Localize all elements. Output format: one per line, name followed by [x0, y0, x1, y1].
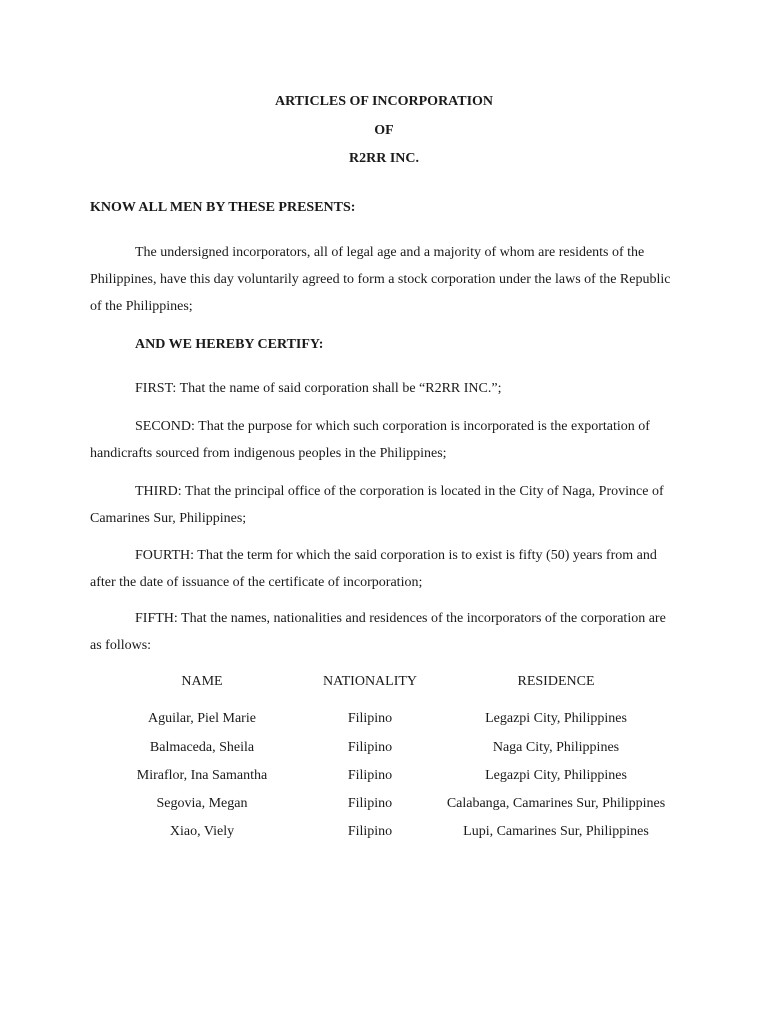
article-fifth-text: FIFTH: That the names, nationalities and residences of the incorporators of the corporation are as follows:	[90, 611, 666, 653]
table-row-4-name: Segovia, Megan	[156, 796, 248, 811]
article-third-text: THIRD: That the principal office of the corporation is located in the City of Naga, Province of Camarines Sur, Philippines;	[90, 484, 664, 526]
table-row-2-nationality: Filipino	[347, 740, 393, 755]
table-row-1-name: Aguilar, Piel Marie	[148, 711, 256, 726]
table-header-name: NAME	[181, 674, 223, 689]
article-fifth	[90, 605, 680, 659]
table-row-3-name: Miraflor, Ina Samantha	[136, 768, 268, 783]
table-row-4-nationality: Filipino	[347, 796, 393, 811]
table-row-4-residence: Calabanga, Camarines Sur, Philippines	[446, 796, 666, 811]
article-fourth	[90, 542, 680, 596]
table-row-1-nationality: Filipino	[347, 711, 393, 726]
article-first	[90, 375, 680, 402]
table-header-residence: RESIDENCE	[517, 674, 595, 689]
document-title-line-3: R2RR INC.	[349, 151, 419, 166]
table-row-2-name: Balmaceda, Sheila	[149, 740, 255, 755]
know-all-men-heading: KNOW ALL MEN BY THESE PRESENTS:	[90, 200, 356, 215]
table-row-5-nationality: Filipino	[347, 824, 393, 839]
certify-heading: AND WE HEREBY CERTIFY:	[135, 337, 324, 352]
document-title-line-2: OF	[374, 123, 394, 138]
article-fourth-text: FOURTH: That the term for which the said corporation is to exist is fifty (50) years from and after the date of issuance of the certificate of incorporation;	[90, 548, 657, 590]
article-second-text: SECOND: That the purpose for which such corporation is incorporated is the exportation of handicrafts sourced from indigenous peoples in the Philippines;	[90, 419, 650, 461]
table-row-5-residence: Lupi, Camarines Sur, Philippines	[463, 824, 649, 839]
article-second	[90, 413, 680, 467]
table-row-3-nationality: Filipino	[347, 768, 393, 783]
table-header-nationality: NATIONALITY	[322, 674, 418, 689]
table-row-1-residence: Legazpi City, Philippines	[485, 711, 627, 726]
intro-paragraph-text: The undersigned incorporators, all of legal age and a majority of whom are residents of the Philippines, have this day voluntarily agreed to form a stock corporation under the laws of the Republic of the Philippines;	[90, 245, 671, 314]
intro-paragraph	[90, 239, 680, 320]
table-row-5-name: Xiao, Viely	[169, 824, 235, 839]
table-row-2-residence: Naga City, Philippines	[492, 740, 620, 755]
table-row-3-residence: Legazpi City, Philippines	[485, 768, 627, 783]
article-first-text: FIRST: That the name of said corporation shall be “R2RR INC.”;	[135, 381, 502, 396]
document-title-line-1: ARTICLES OF INCORPORATION	[274, 94, 494, 109]
article-third	[90, 478, 680, 532]
